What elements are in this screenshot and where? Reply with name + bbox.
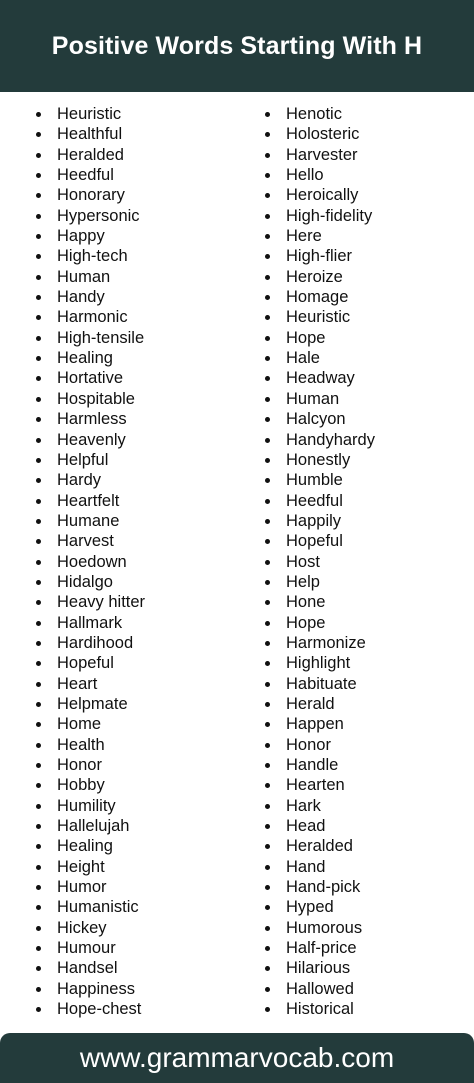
list-item: Healthful (34, 124, 145, 144)
list-item: Harmonize (263, 633, 375, 653)
list-item: Humour (34, 938, 145, 958)
list-item: Hickey (34, 918, 145, 938)
list-item: Highlight (263, 653, 375, 673)
list-item: High-tech (34, 246, 145, 266)
list-item: Holosteric (263, 124, 375, 144)
list-item: Hallowed (263, 979, 375, 999)
list-item: Hidalgo (34, 572, 145, 592)
list-item: Historical (263, 999, 375, 1019)
list-item: Human (263, 389, 375, 409)
list-item: Heavy hitter (34, 592, 145, 612)
list-item: Humorous (263, 918, 375, 938)
list-item: Hand-pick (263, 877, 375, 897)
list-item: Halcyon (263, 409, 375, 429)
list-item: Humility (34, 796, 145, 816)
word-list-left (34, 104, 145, 1019)
list-item: Hope (263, 328, 375, 348)
list-item: High-fidelity (263, 206, 375, 226)
list-item: Humane (34, 511, 145, 531)
list-item: Hardihood (34, 633, 145, 653)
list-item: Hope-chest (34, 999, 145, 1019)
footer-banner (0, 1033, 474, 1083)
list-item: Heuristic (34, 104, 145, 124)
list-item: Hypersonic (34, 206, 145, 226)
list-item: Handle (263, 755, 375, 775)
list-item: Hyped (263, 897, 375, 917)
list-item: Handsel (34, 958, 145, 978)
list-item: Helpmate (34, 694, 145, 714)
list-item: Handy (34, 287, 145, 307)
list-item: Homage (263, 287, 375, 307)
list-item: High-tensile (34, 328, 145, 348)
list-item: Hoedown (34, 552, 145, 572)
list-item: Heuristic (263, 307, 375, 327)
list-item: Hark (263, 796, 375, 816)
list-item: Host (263, 552, 375, 572)
page-title: Positive Words Starting With H (51, 31, 423, 60)
list-item: Head (263, 816, 375, 836)
list-item: Harvest (34, 531, 145, 551)
list-item: Hardy (34, 470, 145, 490)
list-item: Heralded (34, 145, 145, 165)
list-item: Harvester (263, 145, 375, 165)
list-item: Happy (34, 226, 145, 246)
list-item: Humor (34, 877, 145, 897)
list-item: Hale (263, 348, 375, 368)
list-item: Height (34, 857, 145, 877)
list-item: Headway (263, 368, 375, 388)
list-item: High-flier (263, 246, 375, 266)
list-item: Heroically (263, 185, 375, 205)
list-item: Honor (34, 755, 145, 775)
list-item: Heartfelt (34, 491, 145, 511)
list-item: Handyhardy (263, 430, 375, 450)
list-item: Hopeful (34, 653, 145, 673)
word-list-right (263, 104, 375, 1019)
list-item: Heralded (263, 836, 375, 856)
list-item: Heedful (263, 491, 375, 511)
list-item: Hilarious (263, 958, 375, 978)
list-item: Home (34, 714, 145, 734)
list-item: Hallelujah (34, 816, 145, 836)
list-item: Harmless (34, 409, 145, 429)
list-item: Healing (34, 348, 145, 368)
list-item: Healing (34, 836, 145, 856)
list-item: Hobby (34, 775, 145, 795)
list-item: Honor (263, 735, 375, 755)
list-item: Help (263, 572, 375, 592)
list-item: Happily (263, 511, 375, 531)
list-item: Heavenly (34, 430, 145, 450)
list-item: Heart (34, 674, 145, 694)
list-item: Honestly (263, 450, 375, 470)
list-item: Habituate (263, 674, 375, 694)
list-item: Hope (263, 613, 375, 633)
list-item: Hortative (34, 368, 145, 388)
list-item: Henotic (263, 104, 375, 124)
list-item: Hallmark (34, 613, 145, 633)
list-item: Honorary (34, 185, 145, 205)
list-item: Here (263, 226, 375, 246)
list-item: Humanistic (34, 897, 145, 917)
list-item: Human (34, 267, 145, 287)
list-item: Harmonic (34, 307, 145, 327)
list-item: Heroize (263, 267, 375, 287)
list-item: Humble (263, 470, 375, 490)
list-item: Hopeful (263, 531, 375, 551)
list-item: Helpful (34, 450, 145, 470)
list-item: Happen (263, 714, 375, 734)
list-item: Hello (263, 165, 375, 185)
list-item: Health (34, 735, 145, 755)
list-item: Herald (263, 694, 375, 714)
list-item: Hearten (263, 775, 375, 795)
list-item: Hone (263, 592, 375, 612)
site-url: www.grammarvocab.com (79, 1042, 395, 1073)
list-item: Half-price (263, 938, 375, 958)
list-item: Hand (263, 857, 375, 877)
list-item: Happiness (34, 979, 145, 999)
list-item: Heedful (34, 165, 145, 185)
header-banner (0, 0, 474, 92)
list-item: Hospitable (34, 389, 145, 409)
